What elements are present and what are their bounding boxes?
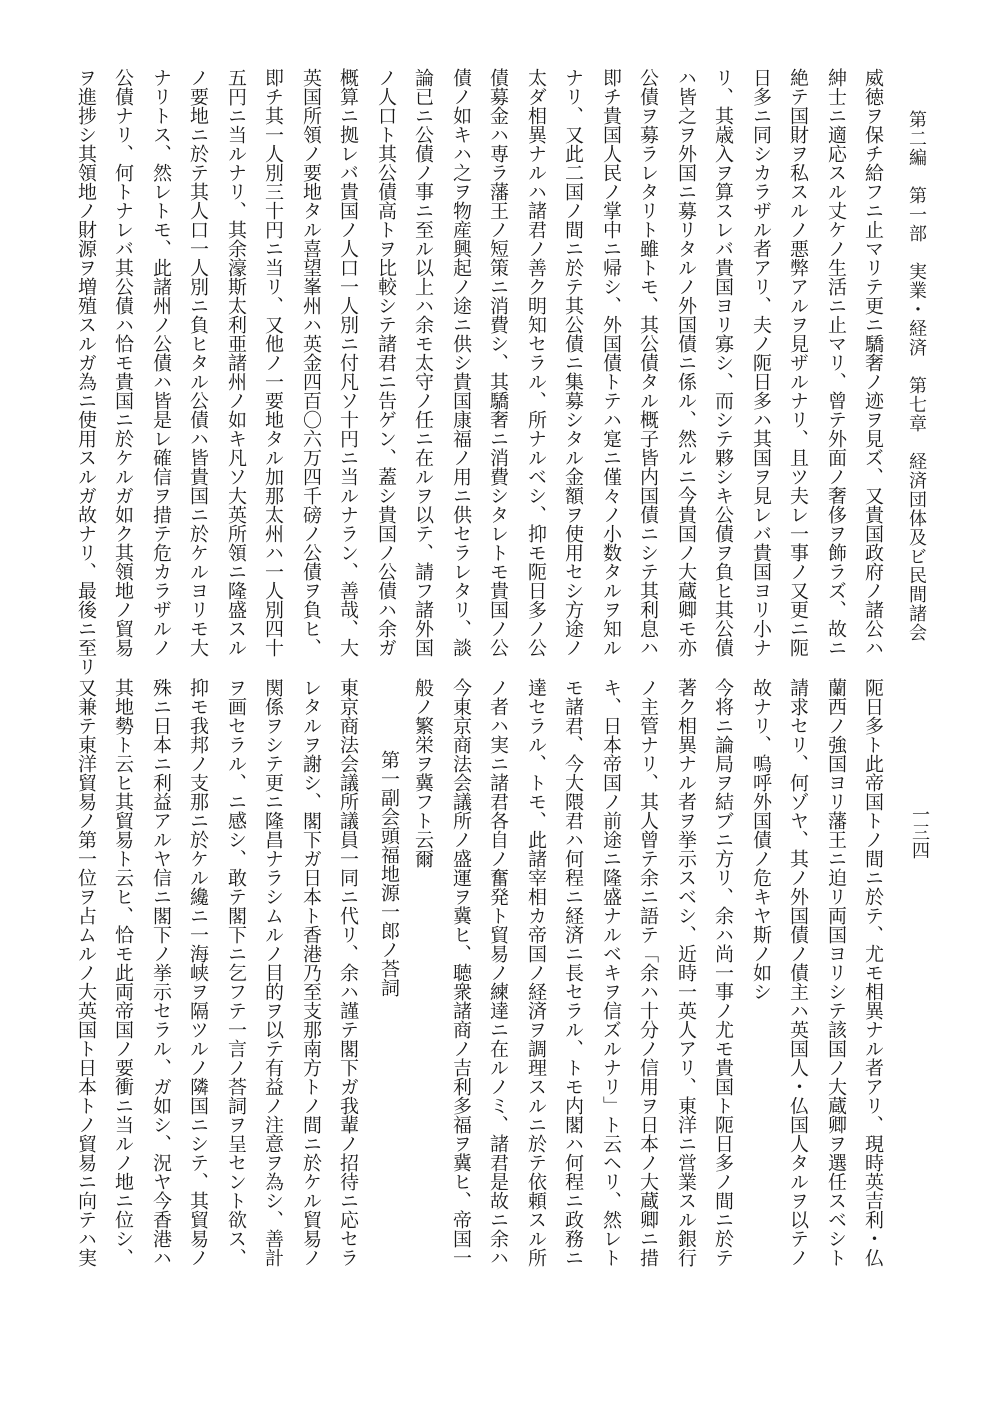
text-line: 絶テ国財ヲ私スルノ悪弊アルヲ見ザルナリ、且ツ夫レ一事ノ又更ニ阨 [787, 68, 809, 657]
text-line: 関係ヲシテ更ニ隆昌ナラシムルノ目的ヲ以テ有益ノ注意ヲ為シ、善計 [262, 678, 284, 1267]
text-line: 今将ニ論局ヲ結ブニ方リ、余ハ尚一事ノ尤モ貴国ト阨日多ノ間ニ於テ [712, 678, 734, 1267]
text-line: 東京商法会議所議員一同ニ代リ、余ハ謹テ閣下ガ我輩ノ招待ニ応セラ [337, 678, 359, 1267]
text-line: 概算ニ拠レバ貴国ノ人口一人別ニ付凡ソ十円ニ当ルナラン、善哉、大 [337, 68, 359, 657]
text-line: ナリトス、然レトモ、此諸州ノ公債ハ皆是レ確信ヲ措テ危カラザルノ [150, 68, 172, 657]
text-line: 日多ニ同シカラザル者アリ、夫ノ阨日多ハ其国ヲ見レバ貴国ヨリ小ナ [750, 68, 772, 657]
text-line: ハ皆之ヲ外国ニ募リタルノ外国債ニ係ル、然ルニ今貴国ノ大蔵卿モ亦 [675, 68, 697, 657]
text-line: 其地勢ト云ヒ其貿易ト云ヒ、恰モ此両帝国ノ要衝ニ当ルノ地ニ位シ、 [112, 678, 134, 1267]
text-line: 著ク相異ナル者ヲ挙示スベシ、近時一英人アリ、東洋ニ営業スル銀行 [675, 678, 697, 1267]
text-line: 蘭西ノ強国ヨリ藩王ニ迫リ両国ヨリシテ該国ノ大蔵卿ヲ選任スベシト [825, 678, 847, 1267]
text-line: 五円ニ当ルナリ、其余濠斯太利亜諸州ノ如キ凡ソ大英所領ニ隆盛スル [225, 68, 247, 657]
text-line: 紳士ニ適応スル丈ケノ生活ニ止マリ、曾テ外面ノ奢侈ヲ飾ラズ、故ニ [825, 68, 847, 657]
text-line: ノ要地ニ於テ其人口一人別ニ負ヒタル公債ハ皆貴国ニ於ケルヨリモ大 [187, 68, 209, 657]
text-line: 公債ヲ募ラレタリト雖トモ、其公債タル概子皆内国債ニシテ其利息ハ [637, 68, 659, 657]
text-line: 故ナリ、嗚呼外国債ノ危キヤ斯ノ如シ [750, 678, 772, 1001]
text-line: ノ者ハ実ニ諸君各自ノ奮発ト貿易ノ練達ニ在ルノミ、諸君是故ニ余ハ [487, 678, 509, 1267]
text-line: ナリ、又此二国ノ間ニ於テ其公債ニ集募シタル金額ヲ使用セシ方途ノ [562, 68, 584, 657]
text-line: 公債ナリ、何トナレバ其公債ハ恰モ貴国ニ於ケルガ如ク其領地ノ貿易 [112, 68, 134, 657]
text-line: 請求セリ、何ゾヤ、其ノ外国債ノ債主ハ英国人・仏国人タルヲ以テノ [787, 678, 809, 1267]
text-line: 抑モ我邦ノ支那ニ於ケル纔ニ一海峡ヲ隔ツルノ隣国ニシテ、其貿易ノ [187, 678, 209, 1267]
text-line: 論已ニ公債ノ事ニ至ル以上ハ余モ太守ノ任ニ在ルヲ以テ、請フ諸外国 [412, 68, 434, 657]
page-number: 一三四 [909, 805, 930, 859]
text-line: キ、日本帝国ノ前途ニ隆盛ナルベキヲ信ズルナリ」ト云ヘリ、然レト [600, 678, 622, 1267]
text-line: リ、其歳入ヲ算スレバ貴国ヨリ寡シ、而シテ夥シキ公債ヲ負ヒ其公債 [712, 68, 734, 657]
text-line: 債募金ハ専ラ藩王ノ短策ニ消費シ、其驕奢ニ消費シタレトモ貴国ノ公 [487, 68, 509, 657]
text-line: 即チ貴国人民ノ掌中ニ帰シ、外国債トテハ寔ニ僅々ノ小数タルヲ知ル [600, 68, 622, 657]
text-line: レタルヲ謝シ、閣下ガ日本ト香港乃至支那南方トノ間ニ於ケル貿易ノ [300, 678, 322, 1267]
text-line: 般ノ繁栄ヲ冀フト云爾 [412, 678, 434, 868]
text-line: 今東京商法会議所ノ盛運ヲ冀ヒ、聴衆諸商ノ吉利多福ヲ冀ヒ、帝国一 [450, 678, 472, 1267]
text-line: 債ノ如キハ之ヲ物産興起ノ途ニ供シ貴国康福ノ用ニ供セラレタリ、談 [450, 68, 472, 657]
text-line: 太ダ相異ナルハ諸君ノ善ク明知セラル、所ナルベシ、抑モ阨日多ノ公 [525, 68, 547, 657]
text-line: 威徳ヲ保チ給フニ止マリテ更ニ驕奢ノ迹ヲ見ズ、又貴国政府ノ諸公ハ [862, 68, 884, 657]
text-line: モ諸君、今大隈君ハ何程ニ経済ニ長セラル、トモ内閣ハ何程ニ政務ニ [562, 678, 584, 1267]
text-line: 又兼テ東洋貿易ノ第一位ヲ占ムルノ大英国ト日本トノ貿易ニ向テハ実 [75, 678, 97, 1267]
text-line: ノ人口ト其公債高トヲ比較シテ諸君ニ告ゲン、蓋シ貴国ノ公債ハ余ガ [375, 68, 397, 657]
text-line: 達セラル、トモ、此諸宰相カ帝国ノ経済ヲ調理スルニ於テ依頼スル所 [525, 678, 547, 1267]
running-header: 第二編 第一部 実業・経済 第七章 経済団体及ビ民間諸会 [906, 110, 927, 642]
text-line: 即チ其一人別三十円ニ当リ、又他ノ一要地タル加那太州ハ一人別四十 [262, 68, 284, 657]
text-line: ヲ進捗シ其領地ノ財源ヲ増殖スルガ為ニ使用スルガ故ナリ、最後ニ至リ [75, 68, 97, 676]
section-title: 第一副会頭福地源一郎ノ荅詞 [378, 750, 400, 997]
text-line: 英国所領ノ要地タル喜望峯州ハ英金四百〇六万四千磅ノ公債ヲ負ヒ、 [300, 68, 322, 657]
text-line: 阨日多ト此帝国トノ間ニ於テ、尤モ相異ナル者アリ、現時英吉利・仏 [862, 678, 884, 1267]
text-line: ヲ画セラル、ニ感シ、敢テ閣下ニ乞フテ一言ノ荅詞ヲ呈セント欲ス、 [225, 678, 247, 1267]
text-line: 殊ニ日本ニ利益アルヤ信ニ閣下ノ挙示セラル、ガ如シ、況ヤ今香港ハ [150, 678, 172, 1267]
text-line: ノ主管ナリ、其人曾テ余ニ語テ「余ハ十分ノ信用ヲ日本ノ大蔵卿ニ措 [637, 678, 659, 1267]
